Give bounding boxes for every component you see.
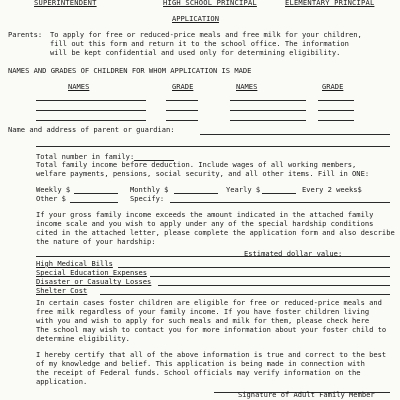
names-column-2: NAMES [236,82,258,91]
intro-line-1: To apply for free or reduced-price meals and free milk for your children, [50,30,362,39]
hardship-item-disaster: Disaster or Casualty Losses [36,277,152,286]
yearly-field[interactable] [262,193,296,194]
hardship-item-education: Special Education Expenses [36,268,148,277]
other-field[interactable] [70,202,118,203]
other-label: Other $ [36,194,66,203]
grade-column-2: GRADE [322,82,344,91]
shelter-value-field[interactable] [100,294,390,295]
child-name-field[interactable] [230,120,306,121]
yearly-label: Yearly $ [226,185,261,194]
hardship-line-2: income scale and you wish to apply under any of the special hardship conditions [36,219,374,228]
child-name-field[interactable] [36,120,146,121]
total-family-label: Total number in family: [36,152,135,161]
monthly-label: Monthly $ [130,185,169,194]
certify-line-2: of my knowledge and belief. This application is being made in connection with [36,359,365,368]
foster-line-3: with you and wish to apply for such meals and milk for them, please check here [36,316,370,325]
child-grade-field[interactable] [318,120,354,121]
elementary-principal-label: ELEMENTARY PRINCIPAL [285,0,375,7]
child-name-field[interactable] [230,110,306,111]
child-grade-field[interactable] [166,120,198,121]
page-title: APPLICATION [172,14,219,23]
hardship-line-3: cited in the attached letter, please complete the application form and also describe [36,228,395,237]
names-grades-heading: NAMES AND GRADES OF CHILDREN FOR WHOM APPLICATION IS MADE [8,66,252,75]
foster-line-4: The school may wish to contact you for more information about your foster child to [36,325,387,334]
education-value-field[interactable] [150,276,390,277]
foster-line-5: determine eligibility. [36,334,130,343]
hardship-line-4: the nature of your hardship: [36,237,156,246]
child-grade-field[interactable] [318,100,354,101]
hardship-item-medical: High Medical Bills [36,259,113,268]
disaster-value-field[interactable] [158,285,390,286]
hardship-item-shelter: Shelter Cost [36,286,88,295]
parent-guardian-label: Name and address of parent or guardian: [8,125,175,134]
weekly-label: Weekly $ [36,185,71,194]
every-2-weeks-label: Every 2 weeks$ [302,185,362,194]
high-school-principal-label: HIGH SCHOOL PRINCIPAL [163,0,257,7]
names-column-1: NAMES [68,82,90,91]
intro-line-2: fill out this form and return it to the school office. The information [50,39,349,48]
income-instruction-2: welfare payments, pensions, social security, and all other items. Fill in ONE: [36,169,370,178]
child-grade-field[interactable] [166,110,198,111]
certify-line-4: application. [36,377,88,386]
certify-line-1: I hereby certify that all of the above information is true and correct to the best [36,350,387,359]
parent-name-field[interactable] [200,134,390,135]
child-name-field[interactable] [230,100,306,101]
child-grade-field[interactable] [318,110,354,111]
specify-field[interactable] [170,202,390,203]
signature-label: Signature of Adult Family Member [238,390,375,399]
specify-label: Specify: [130,194,165,203]
intro-line-3: will be kept confidential and used only for determining eligibility. [50,48,341,57]
parents-label: Parents: [8,30,43,39]
income-instruction-1: Total family income before deduction. Include wages of all working members, [36,160,357,169]
certify-line-3: the receipt of Federal funds. School officials may verify information on the [36,368,361,377]
child-name-field[interactable] [36,110,146,111]
weekly-field[interactable] [74,193,118,194]
foster-line-1: In certain cases foster children are eligible for free or reduced-price meals and [36,298,382,307]
estimated-value-label: Estimated dollar value: [244,249,343,258]
hardship-line-1: If your gross family income exceeds the amount indicated in the attached family [36,210,374,219]
monthly-field[interactable] [174,193,218,194]
grade-column-1: GRADE [172,82,194,91]
child-name-field[interactable] [36,100,146,101]
child-grade-field[interactable] [166,100,198,101]
medical-value-field[interactable] [118,267,390,268]
parent-address-field[interactable] [36,146,390,147]
superintendent-label: SUPERINTENDENT [34,0,97,7]
foster-line-2: free milk regardless of your family income. If you have foster children living [36,307,370,316]
